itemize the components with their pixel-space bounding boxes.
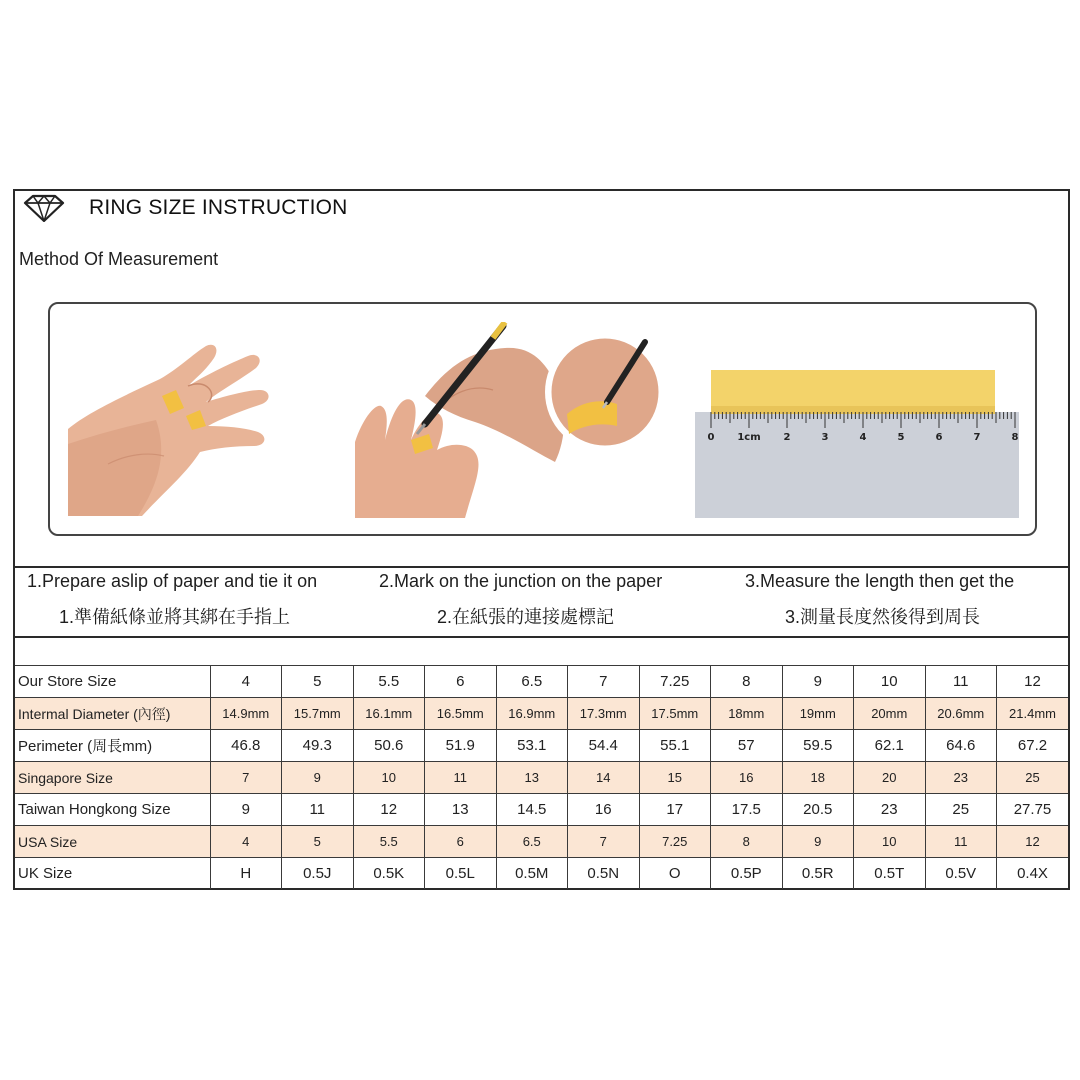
page-title: RING SIZE INSTRUCTION [89, 196, 348, 219]
table-cell: 4 [210, 826, 282, 858]
table-cell: 7 [568, 826, 640, 858]
row-label: Perimeter (周長mm) [15, 730, 210, 762]
table-cell: 57 [711, 730, 783, 762]
table-cell: 20.6mm [925, 698, 997, 730]
table-cell: 23 [854, 794, 926, 826]
table-cell: 9 [782, 666, 854, 698]
row-label: UK Size [15, 858, 210, 890]
table-cell: 8 [711, 666, 783, 698]
table-cell: 51.9 [425, 730, 497, 762]
step-1-text-zh: 1.準備紙條並將其綁在手指上 [59, 607, 291, 627]
table-cell: 6.5 [496, 826, 568, 858]
table-cell: 17 [639, 794, 711, 826]
table-cell: 14.5 [496, 794, 568, 826]
table-cell: 0.5T [854, 858, 926, 890]
table-cell: 64.6 [925, 730, 997, 762]
table-row [15, 762, 1068, 794]
table-cell: 53.1 [496, 730, 568, 762]
table-cell: 14.9mm [210, 698, 282, 730]
step-2-text: 2.Mark on the junction on the paper [379, 571, 663, 591]
table-cell: 25 [925, 794, 997, 826]
table-cell: 16.1mm [353, 698, 425, 730]
table-cell: 55.1 [639, 730, 711, 762]
ruler-label: 1cm [737, 432, 761, 443]
table-cell: 0.5J [282, 858, 354, 890]
table-cell: 17.5mm [639, 698, 711, 730]
row-label: Singapore Size [15, 762, 210, 794]
table-cell: 7 [210, 762, 282, 794]
table-cell: 7 [568, 666, 640, 698]
table-row [15, 698, 1068, 730]
table-cell: 8 [711, 826, 783, 858]
table-cell: 5.5 [353, 826, 425, 858]
table-cell: 5.5 [353, 666, 425, 698]
instruction-photos [48, 302, 1037, 536]
row-label: Taiwan Hongkong Size [15, 794, 210, 826]
table-cell: 59.5 [782, 730, 854, 762]
table-row [15, 730, 1068, 762]
table-cell: 0.5K [353, 858, 425, 890]
ruler-label: 5 [897, 432, 905, 443]
table-cell: 20mm [854, 698, 926, 730]
table-cell: 12 [997, 826, 1069, 858]
ruler-label: 7 [973, 432, 981, 443]
table-cell: 15 [639, 762, 711, 794]
divider [15, 566, 1068, 568]
table-cell: 17.5 [711, 794, 783, 826]
ruler-label: 2 [783, 432, 791, 443]
table-cell: 7.25 [639, 826, 711, 858]
table-cell: 19mm [782, 698, 854, 730]
table-cell: 18 [782, 762, 854, 794]
table-cell: 62.1 [854, 730, 926, 762]
table-cell: H [210, 858, 282, 890]
ruler-label: 8 [1011, 432, 1019, 443]
table-cell: 18mm [711, 698, 783, 730]
size-table [15, 665, 1068, 889]
table-cell: 46.8 [210, 730, 282, 762]
table-cell: 6 [425, 666, 497, 698]
table-cell: 0.4X [997, 858, 1069, 890]
step-2-text-zh: 2.在紙張的連接處標記 [437, 607, 615, 627]
table-cell: O [639, 858, 711, 890]
table-cell: 11 [282, 794, 354, 826]
table-cell: 10 [854, 826, 926, 858]
table-cell: 0.5P [711, 858, 783, 890]
ring-size-chart [13, 189, 1070, 890]
table-cell: 10 [854, 666, 926, 698]
divider [15, 636, 1068, 638]
table-row [15, 794, 1068, 826]
table-cell: 0.5R [782, 858, 854, 890]
ruler-label: 6 [935, 432, 943, 443]
table-cell: 12 [353, 794, 425, 826]
row-label: USA Size [15, 826, 210, 858]
table-row [15, 826, 1068, 858]
table-cell: 0.5M [496, 858, 568, 890]
table-cell: 6.5 [496, 666, 568, 698]
table-cell: 54.4 [568, 730, 640, 762]
table-cell: 67.2 [997, 730, 1069, 762]
table-cell: 23 [925, 762, 997, 794]
table-cell: 13 [425, 794, 497, 826]
ruler-label: 3 [821, 432, 829, 443]
table-cell: 10 [353, 762, 425, 794]
ruler-label: 4 [859, 432, 867, 443]
table-cell: 12 [997, 666, 1069, 698]
table-cell: 14 [568, 762, 640, 794]
mark-paper-photo [355, 322, 665, 518]
table-cell: 7.25 [639, 666, 711, 698]
table-cell: 27.75 [997, 794, 1069, 826]
table-cell: 9 [782, 826, 854, 858]
table-cell: 0.5N [568, 858, 640, 890]
table-cell: 17.3mm [568, 698, 640, 730]
table-cell: 0.5L [425, 858, 497, 890]
table-cell: 21.4mm [997, 698, 1069, 730]
section-subtitle: Method Of Measurement [19, 249, 219, 269]
table-cell: 15.7mm [282, 698, 354, 730]
step-1-text: 1.Prepare aslip of paper and tie it on [27, 571, 318, 591]
table-cell: 9 [210, 794, 282, 826]
row-label: Intermal Diameter (內徑) [15, 698, 210, 730]
table-cell: 16 [711, 762, 783, 794]
table-cell: 5 [282, 666, 354, 698]
table-cell: 16.9mm [496, 698, 568, 730]
table-cell: 50.6 [353, 730, 425, 762]
step-3-text-zh: 3.測量長度然後得到周長 [785, 607, 981, 627]
table-row [15, 666, 1068, 698]
table-cell: 25 [997, 762, 1069, 794]
step-3-text: 3.Measure the length then get the [745, 571, 1015, 591]
table-cell: 13 [496, 762, 568, 794]
table-row [15, 858, 1068, 890]
table-cell: 11 [925, 666, 997, 698]
table-cell: 6 [425, 826, 497, 858]
diamond-icon [23, 194, 65, 222]
row-label: Our Store Size [15, 666, 210, 698]
header [23, 193, 348, 223]
table-cell: 4 [210, 666, 282, 698]
hand-with-paper-photo [68, 334, 278, 516]
table-cell: 5 [282, 826, 354, 858]
table-cell: 49.3 [282, 730, 354, 762]
ruler-photo [695, 370, 1021, 518]
table-cell: 11 [425, 762, 497, 794]
table-cell: 20 [854, 762, 926, 794]
table-cell: 0.5V [925, 858, 997, 890]
table-cell: 16 [568, 794, 640, 826]
ruler-label: 0 [707, 432, 715, 443]
table-cell: 16.5mm [425, 698, 497, 730]
table-cell: 11 [925, 826, 997, 858]
table-cell: 9 [282, 762, 354, 794]
table-cell: 20.5 [782, 794, 854, 826]
